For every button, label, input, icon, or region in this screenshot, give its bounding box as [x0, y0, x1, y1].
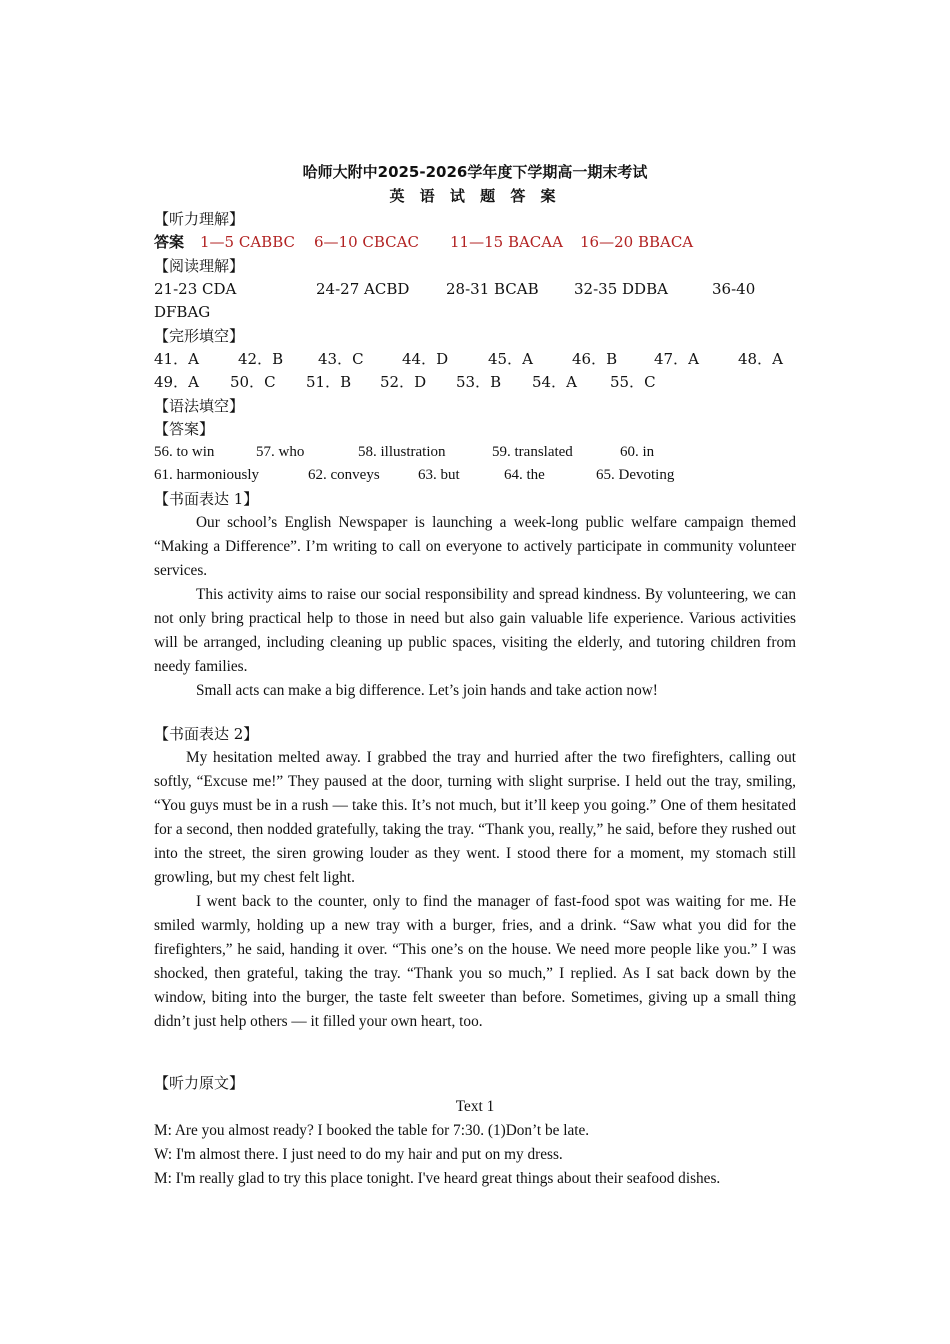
grammar-answer: 57. who	[256, 443, 305, 460]
grammar-header: 【语法填空】	[154, 396, 245, 415]
cloze-answer: 52．D	[380, 373, 427, 391]
cloze-answer: 46．B	[572, 349, 618, 368]
listening-answers	[154, 231, 796, 255]
transcript-line: M: I'm really glad to try this place tonight. I've heard great things about their seafood dishes.	[154, 1169, 721, 1187]
answer-label: 答案	[154, 233, 185, 251]
writing2-header: 【书面表达 2】	[154, 724, 259, 743]
cloze-answer: 51．B	[306, 373, 352, 391]
grammar-answer-label: 【答案】	[154, 419, 215, 438]
cloze-answer: 43．C	[318, 349, 364, 368]
transcript-header: 【听力原文】	[154, 1073, 245, 1092]
cloze-answer: 55．C	[610, 373, 656, 391]
grammar-answer: 58. illustration	[358, 443, 446, 460]
writing1-paragraph: Our school’s English Newspaper is launching a week-long public welfare campaign themed “Making a Difference”. I’m writing to call on everyone to actively participate in community volunteer services.	[154, 513, 796, 579]
grammar-answer: 60. in	[620, 443, 655, 460]
cloze-answer: 48．A	[738, 349, 783, 368]
cloze-row-1	[154, 348, 796, 372]
writing1-header: 【书面表达 1】	[154, 489, 259, 508]
transcript-line: W: I'm almost there. I just need to do my hair and put on my dress.	[154, 1145, 563, 1163]
reading-group: 36-40	[712, 279, 756, 298]
reading-overflow: DFBAG	[154, 303, 211, 321]
reading-group: 24-27 ACBD	[316, 279, 410, 298]
cloze-answer: 50．C	[230, 373, 276, 391]
listening-group: 6—10 CBCAC	[314, 233, 419, 251]
grammar-answer: 61. harmoniously	[154, 467, 259, 483]
cloze-row-2	[154, 371, 796, 395]
writing1-paragraph: This activity aims to raise our social responsibility and spread kindness. By volunteering, we can not only bring practical help to those in need but also gain valuable life experience. Various activities will be arranged, including cleaning up public spaces, visiting the elderly, and tutoring children from needy families.	[154, 585, 796, 675]
grammar-answer: 56. to win	[154, 443, 215, 460]
transcript-line: M: Are you almost ready? I booked the table for 7:30. (1)Don’t be late.	[154, 1121, 590, 1139]
reading-group: 28-31 BCAB	[446, 279, 539, 298]
reading-answers	[154, 278, 796, 302]
grammar-answer: 62. conveys	[308, 467, 380, 483]
cloze-answer: 45．A	[488, 349, 533, 368]
reading-group: 32-35 DDBA	[574, 279, 668, 298]
grammar-answer: 65. Devoting	[596, 467, 675, 483]
grammar-row-1	[154, 441, 796, 465]
page-title: 哈师大附中2025-2026学年度下学期高一期末考试	[302, 163, 648, 181]
cloze-answer: 42．B	[238, 349, 284, 368]
answer-sheet	[154, 160, 796, 1191]
cloze-answer: 47．A	[654, 349, 699, 368]
grammar-answer: 63. but	[418, 467, 460, 483]
listening-group: 1—5 CABBC	[200, 233, 295, 251]
cloze-answer: 44．D	[402, 349, 449, 368]
cloze-answer: 49．A	[154, 373, 199, 391]
grammar-answer: 59. translated	[492, 443, 573, 460]
cloze-header: 【完形填空】	[154, 326, 245, 345]
grammar-row-2	[154, 464, 796, 488]
writing2-paragraph: I went back to the counter, only to find the manager of fast-food spot was waiting for me. He smiled warmly, holding up a new tray with a burger, fries, and a drink. “Saw what you did for the firefighters,” he said, handing it over. “This one’s on the house. We need more people like you.” I was shocked, then grateful, taking the tray. “Thank you so much,” I replied. As I sat back down by the window, biting into the burger, the taste felt sweeter than before. Sometimes, giving up a small thing didn’t just help others — it filled your own heart, too.	[154, 892, 796, 1030]
cloze-answer: 53．B	[456, 373, 502, 391]
transcript-text-title: Text 1	[455, 1097, 495, 1115]
writing1-paragraph: Small acts can make a big difference. Let’s join hands and take action now!	[196, 681, 658, 699]
grammar-answer: 64. the	[504, 467, 545, 483]
reading-group: 21-23 CDA	[154, 279, 237, 298]
page-subtitle: 英 语 试 题 答 案	[389, 187, 561, 205]
cloze-answer: 41．A	[154, 349, 199, 368]
writing2-paragraph: My hesitation melted away. I grabbed the tray and hurried after the two firefighters, calling out softly, “Excuse me!” They paused at the door, turning with slight surprise. I held out the tray, smiling, “You guys must be in a rush — take this. It’s not much, but it’ll keep you going.” One of them hesitated for a second, then nodded gratefully, taking the tray. “Thank you, really,” he said, before they rushed out into the street, the siren growing louder as they went. I stood there for a moment, my stomach still growling, but my chest felt light.	[154, 748, 796, 886]
listening-group: 16—20 BBACA	[580, 233, 694, 251]
listening-group: 11—15 BACAA	[450, 233, 563, 251]
reading-header: 【阅读理解】	[154, 256, 245, 275]
cloze-answer: 54．A	[532, 373, 577, 391]
listening-header: 【听力理解】	[154, 210, 245, 228]
